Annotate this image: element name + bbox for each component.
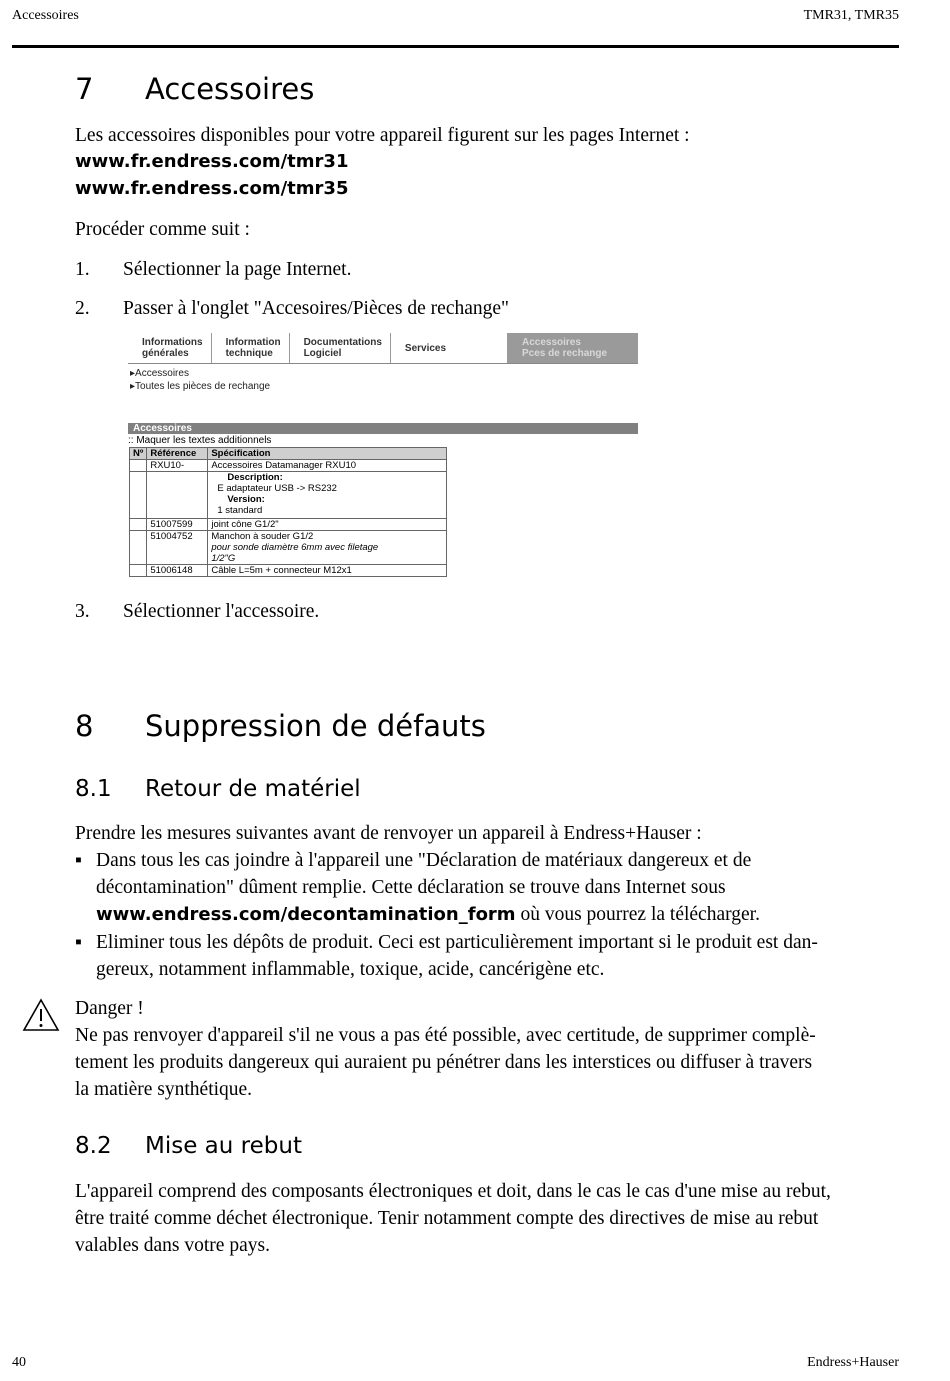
accessoires-bar: Accessoires xyxy=(128,423,638,434)
step-text: Sélectionner la page Internet. xyxy=(123,259,352,280)
bullet-item-1 xyxy=(75,847,760,928)
section-8-heading xyxy=(75,709,486,743)
tab-label: Documentations xyxy=(303,337,382,348)
description-value: E adaptateur USB -> RS232 xyxy=(217,483,337,494)
section-8-2-title: Mise au rebut xyxy=(145,1133,302,1159)
details-cell xyxy=(208,472,447,519)
danger-text: Ne pas renvoyer d'appareil s'il ne vous a pas été possible, avec certitude, de supprimer complè- xyxy=(75,1025,816,1046)
spec-line: pour sonde diamètre 6mm avec filetage xyxy=(211,542,379,553)
specification-cell: joint cône G1/2" xyxy=(208,519,447,531)
procedure-text: Procéder comme suit : xyxy=(75,219,250,240)
reference-cell: RXU10- xyxy=(147,460,208,472)
section-8-1-heading xyxy=(75,776,361,802)
arrow-right-icon: ▸ xyxy=(130,368,136,379)
section-8-number: 8 xyxy=(75,709,94,743)
link-label: Toutes les pièces de rechange xyxy=(135,381,271,392)
arrow-right-icon: ▸ xyxy=(130,381,136,392)
accessories-table xyxy=(129,447,447,577)
column-header: Nº xyxy=(130,448,147,460)
table-header-row xyxy=(130,448,447,460)
table-row[interactable] xyxy=(130,565,447,577)
specification-cell: Câble L=5m + connecteur M12x1 xyxy=(208,565,447,577)
url-tmr35[interactable]: www.fr.endress.com/tmr35 xyxy=(75,178,349,199)
danger-block xyxy=(75,995,816,1103)
tab-label: générales xyxy=(142,348,189,359)
column-header: Référence xyxy=(147,448,208,460)
column-header: Spécification xyxy=(208,448,447,460)
reference-cell: 51006148 xyxy=(147,565,208,577)
disposal-text: L'appareil comprend des composants électroniques et doit, dans le cas le cas d'une mise au rebut, xyxy=(75,1181,831,1202)
step-text: Passer à l'onglet "Accesoires/Pièces de rechange" xyxy=(123,298,509,319)
bullet-text: où vous pourrez la télécharger. xyxy=(515,904,760,925)
danger-text: la matière synthétique. xyxy=(75,1079,253,1100)
tab-information-technique[interactable] xyxy=(211,333,289,363)
section-8-1-title: Retour de matériel xyxy=(145,776,361,802)
tab-label: Services xyxy=(404,343,447,354)
bullet-text: décontamination" dûment remplie. Cette déclaration se trouve dans Internet sous xyxy=(96,877,726,898)
return-intro: Prendre les mesures suivantes avant de renvoyer un appareil à Endress+Hauser : xyxy=(75,823,702,844)
section-7-intro: Les accessoires disponibles pour votre appareil figurent sur les pages Internet : xyxy=(75,125,690,146)
danger-text: tement les produits dangereux qui auraient pu pénétrer dans les interstices ou diffuser à travers xyxy=(75,1052,813,1073)
running-header-right: TMR31, TMR35 xyxy=(803,8,899,23)
danger-title: Danger ! xyxy=(75,998,144,1019)
square-bullet-icon: ▪ xyxy=(75,932,82,953)
bullet-text: gereux, notamment inflammable, toxique, acide, cancérigène etc. xyxy=(96,959,605,980)
tab-documentations[interactable] xyxy=(289,333,390,363)
step-1 xyxy=(75,256,351,283)
step-text: Sélectionner l'accessoire. xyxy=(123,601,320,622)
website-tab-bar xyxy=(128,333,638,364)
disposal-paragraph xyxy=(75,1178,831,1259)
spec-line: Manchon à souder G1/2 xyxy=(211,531,314,542)
tab-label: technique xyxy=(225,348,273,359)
link-accessoires[interactable] xyxy=(130,368,189,379)
bullet-text: Dans tous les cas joindre à l'appareil une "Déclaration de matériaux dangereux et de xyxy=(96,850,752,871)
disposal-text: être traité comme déchet électronique. Tenir notamment compte des directives de mise au rebut xyxy=(75,1208,819,1229)
toggle-additional-text[interactable]: :: Maquer les textes additionnels xyxy=(128,435,272,446)
section-8-2-heading xyxy=(75,1133,302,1159)
footer-brand: Endress+Hauser xyxy=(807,1355,899,1370)
tab-label: Accessoires xyxy=(522,337,581,348)
url-tmr31[interactable]: www.fr.endress.com/tmr31 xyxy=(75,151,349,172)
section-7-heading xyxy=(75,72,314,106)
tab-label: Logiciel xyxy=(303,348,342,359)
bullet-item-2 xyxy=(75,929,818,983)
page-number: 40 xyxy=(12,1355,26,1370)
warning-triangle-icon xyxy=(22,998,60,1032)
url-decontamination-form[interactable]: www.endress.com/decontamination_form xyxy=(96,904,516,925)
table-row[interactable] xyxy=(130,460,447,472)
reference-cell: 51004752 xyxy=(147,531,208,565)
table-row[interactable] xyxy=(130,531,447,565)
link-label: Accessoires xyxy=(135,368,189,379)
spec-line: 1/2"G xyxy=(211,553,236,564)
table-row[interactable] xyxy=(130,519,447,531)
tab-label: Informations xyxy=(142,337,203,348)
section-8-2-number: 8.2 xyxy=(75,1133,112,1159)
link-pieces-rechange[interactable] xyxy=(130,381,270,392)
tab-label: Pces de rechange xyxy=(522,348,608,359)
step-number: 1. xyxy=(75,259,90,280)
tab-services[interactable] xyxy=(390,333,454,363)
tab-informations-generales[interactable] xyxy=(128,333,211,363)
reference-cell: 51007599 xyxy=(147,519,208,531)
header-rule xyxy=(12,45,899,48)
section-7-number: 7 xyxy=(75,72,94,106)
step-number: 3. xyxy=(75,601,90,622)
tab-accessoires[interactable] xyxy=(507,333,638,363)
version-label: Version: xyxy=(227,494,265,505)
section-8-1-number: 8.1 xyxy=(75,776,112,802)
website-screenshot xyxy=(128,333,640,589)
bullet-text: Eliminer tous les dépôts de produit. Ceci est particulièrement important si le produit est dan- xyxy=(96,932,818,953)
tab-label: Information xyxy=(225,337,281,348)
section-7-title: Accessoires xyxy=(145,72,315,106)
step-number: 2. xyxy=(75,298,90,319)
specification-cell xyxy=(208,531,447,565)
description-label: Description: xyxy=(227,472,283,483)
table-row-details xyxy=(130,472,447,519)
version-value: 1 standard xyxy=(217,505,263,516)
square-bullet-icon: ▪ xyxy=(75,850,82,871)
step-3 xyxy=(75,598,319,625)
section-8-title: Suppression de défauts xyxy=(145,709,486,743)
specification-cell: Accessoires Datamanager RXU10 xyxy=(208,460,447,472)
running-header-left: Accessoires xyxy=(12,8,79,23)
disposal-text: valables dans votre pays. xyxy=(75,1235,270,1256)
step-2 xyxy=(75,295,509,322)
